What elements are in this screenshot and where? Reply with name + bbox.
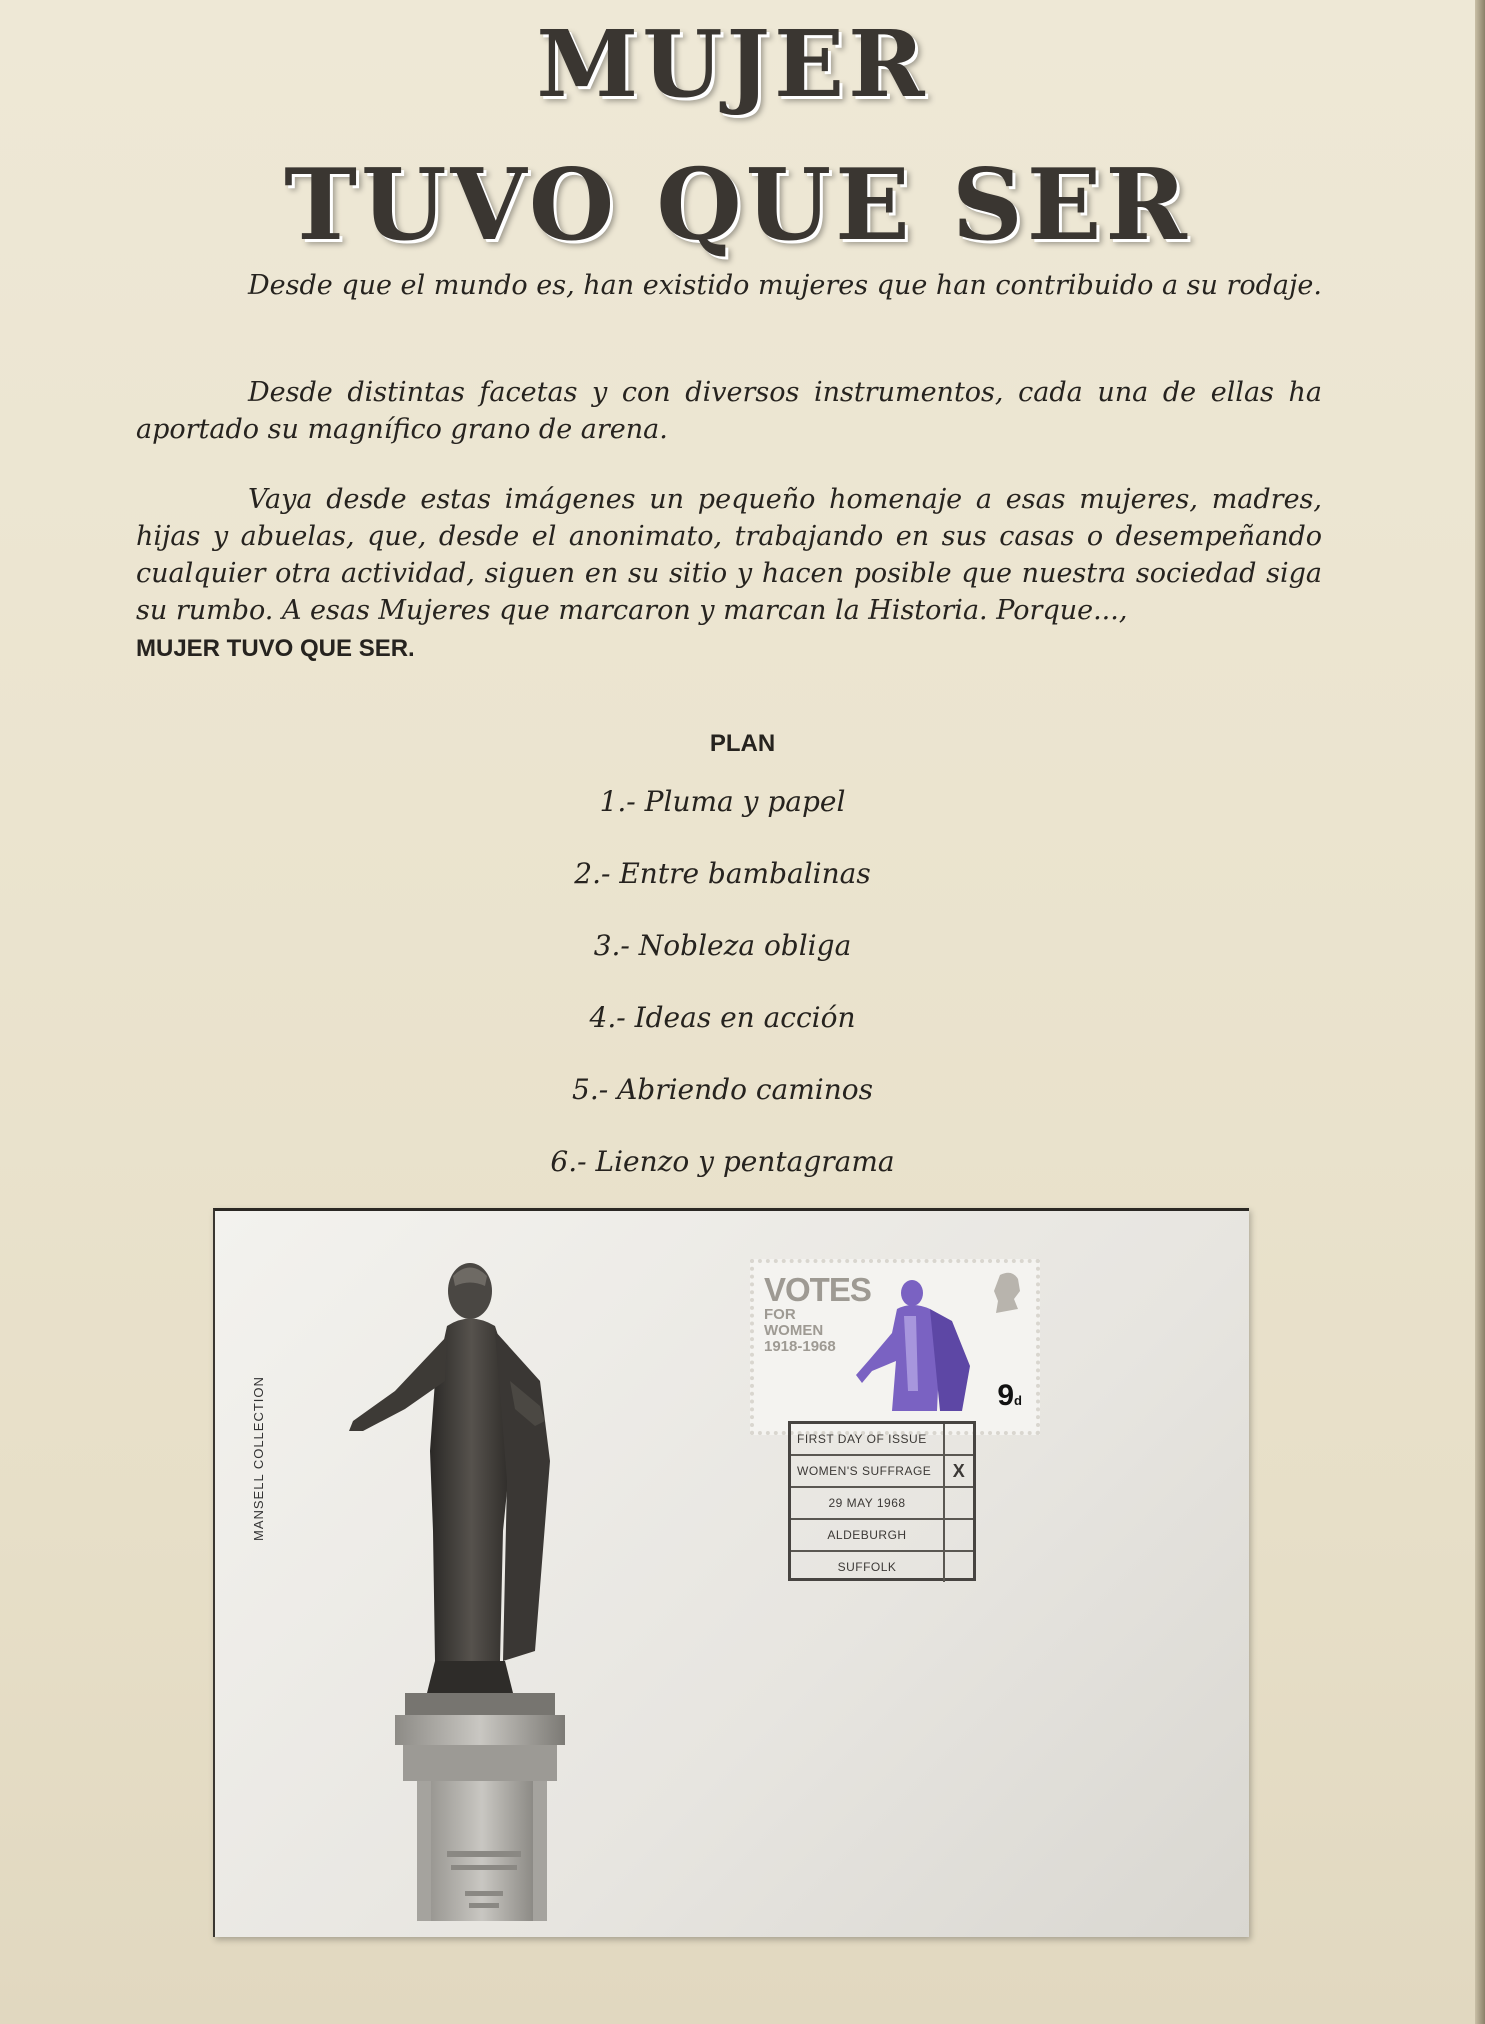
plan-item: 5.- Abriendo caminos	[572, 1073, 873, 1106]
intro-text-2: Desde distintas facetas y con diversos instrumentos, cada una de ellas ha aportado su magnífico grano de arena.	[136, 377, 1322, 445]
postmark-text: ALDEBURGH	[827, 1528, 907, 1542]
plan-item: 4.- Ideas en acción	[589, 1001, 856, 1034]
plan-title: PLAN	[709, 730, 776, 757]
stamp-value	[997, 1379, 1022, 1413]
first-day-postmark	[788, 1421, 976, 1581]
stamp-years: 1918-1968	[764, 1338, 836, 1355]
intro-paragraph-2	[136, 374, 1322, 448]
photo-credit: MANSELL COLLECTION	[251, 1376, 266, 1541]
postmark-cell	[943, 1552, 973, 1582]
intro-text-3: Vaya desde estas imágenes un pequeño homenaje a esas mujeres, madres, hijas y abuelas, que, desde el anonimato, trabajando en sus casas o desempeñando cualquier otra actividad, siguen en su sitio y hacen posible que nuestra sociedad siga su rumbo. A esas Mujeres que marcaron y marcan la Historia. Porque...,	[136, 484, 1322, 626]
postmark-row	[791, 1488, 973, 1520]
postmark-text: SUFFOLK	[837, 1560, 897, 1574]
stamp-figure	[812, 1271, 1015, 1421]
plan-list	[0, 785, 1445, 1217]
stamp-value-unit: d	[1014, 1393, 1022, 1408]
postmark-row	[791, 1456, 973, 1488]
plan-item: 6.- Lienzo y pentagrama	[550, 1145, 895, 1178]
first-day-cover-postcard	[213, 1208, 1249, 1937]
votes-for-women-stamp	[750, 1259, 1040, 1435]
plan-item: 3.- Nobleza obliga	[593, 929, 852, 962]
plan-item: 1.- Pluma y papel	[599, 785, 846, 818]
queen-head-silhouette-icon	[988, 1269, 1026, 1317]
sheet-edge	[1475, 0, 1485, 2024]
postmark-text: FIRST DAY OF ISSUE	[797, 1432, 927, 1446]
postmark-text: WOMEN'S SUFFRAGE	[797, 1464, 932, 1478]
intro-paragraph-3	[136, 481, 1322, 667]
intro-text-1: Desde que el mundo es, han existido mujeres que han contribuido a su rodaje.	[248, 270, 1322, 301]
closing-line: MUJER TUVO QUE SER.	[136, 635, 415, 662]
plan-item: 2.- Entre bambalinas	[574, 857, 871, 890]
stamp-value-number: 9	[997, 1379, 1015, 1412]
stamp-line-women: WOMEN	[764, 1322, 824, 1339]
intro-paragraph-1	[136, 267, 1322, 304]
postmark-text: 29 MAY 1968	[828, 1496, 906, 1510]
title-line-2: TUVO QUE SER	[284, 148, 1191, 263]
postmark-cell	[943, 1424, 973, 1454]
postmark-row	[791, 1424, 973, 1456]
stamp-headline: VOTES	[764, 1271, 871, 1308]
postmark-cell: X	[943, 1456, 973, 1486]
postmark-cell	[943, 1520, 973, 1550]
postmark-cell	[943, 1488, 973, 1518]
stamp-line-for: FOR	[764, 1306, 796, 1323]
statue-illustration	[335, 1231, 575, 1931]
postmark-row	[791, 1520, 973, 1552]
title-line-1: MUJER	[536, 10, 929, 118]
postmark-row	[791, 1552, 973, 1582]
